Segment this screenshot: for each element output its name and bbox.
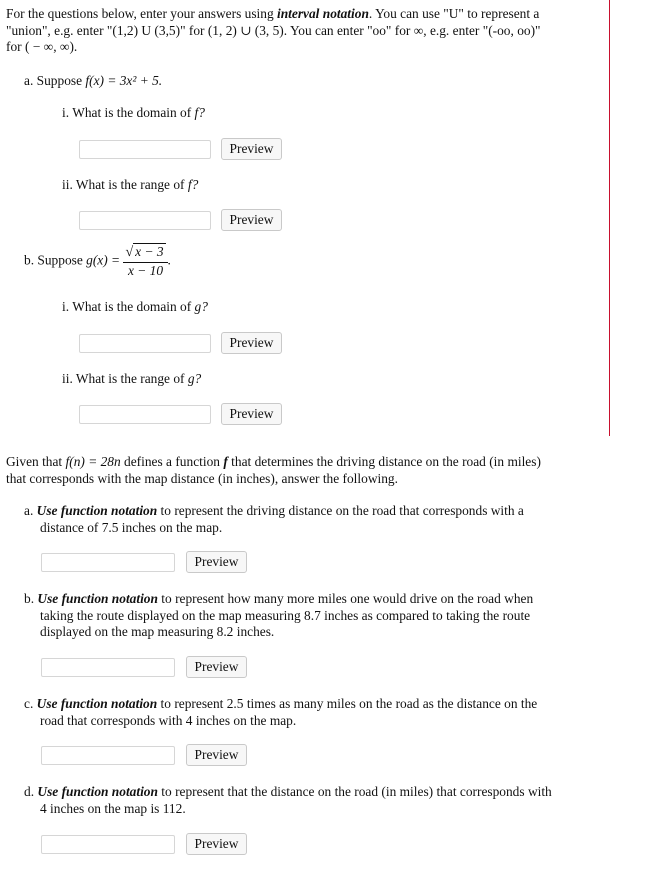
part-a-heading: a. Suppose f(x) = 3x² + 5. — [24, 73, 163, 88]
section2-intro — [6, 454, 642, 487]
question-b-i: i. What is the domain of g? — [62, 299, 208, 314]
intro-line-1: Given that f(n) = 28n defines a function f that determines the driving distance on the road (in miles) — [6, 454, 541, 469]
answer-input-s2-a[interactable] — [41, 553, 175, 572]
answer-input-b-ii[interactable] — [79, 405, 211, 424]
g-fraction: $\frac{√ x - 3}{x - 10}$ — [123, 244, 167, 279]
answer-input-b-i[interactable] — [79, 334, 211, 353]
question-b-ii: ii. What is the range of g? — [62, 371, 202, 386]
preview-button-s2-a[interactable]: Preview — [186, 551, 247, 573]
section2-part-b: b. Use function notation to represent how many more miles one would drive on the road when taking the route displayed on the map measuring 8.7 inches as compared to taking the route displayed on the map measuring 8.2 inches. — [24, 591, 534, 639]
instruction-line-2: "union", e.g. enter "(1,2) U (3,5)" for (1, 2) ∪ (3, 5). You can enter "oo" for ∞, e.g. enter "(-oo, oo)" — [6, 22, 541, 38]
instruction-line-3: for ( − ∞, ∞). — [6, 39, 78, 54]
answer-input-s2-c[interactable] — [41, 746, 175, 765]
preview-button-s2-d[interactable]: Preview — [186, 833, 247, 855]
section-divider-rule — [609, 0, 610, 436]
instructions — [6, 6, 606, 56]
preview-button-s2-c[interactable]: Preview — [186, 744, 247, 766]
answer-input-s2-d[interactable] — [41, 835, 175, 854]
preview-button-b-ii[interactable]: Preview — [221, 403, 282, 425]
question-a-i: i. What is the domain of f? — [62, 105, 205, 120]
preview-button-b-i[interactable]: Preview — [221, 332, 282, 354]
instruction-line-1: For the questions below, enter your answers using interval notation. You can use "U" to represent a — [6, 6, 540, 21]
section2-part-a: a. Use function notation to represent the driving distance on the road that corresponds with a distance of 7.5 inches on the map. — [24, 503, 524, 535]
preview-button-a-ii[interactable]: Preview — [221, 209, 282, 231]
answer-input-a-i[interactable] — [79, 140, 211, 159]
answer-input-a-ii[interactable] — [79, 211, 211, 230]
question-a-ii: ii. What is the range of f? — [62, 177, 199, 192]
part-b-heading: b. Suppose g(x) = $\frac{√ x - 3}{x - 10}$ . — [24, 244, 171, 278]
preview-button-a-i[interactable]: Preview — [221, 138, 282, 160]
intro-line-2: that corresponds with the map distance (in inches), answer the following. — [6, 470, 398, 486]
preview-button-s2-b[interactable]: Preview — [186, 656, 247, 678]
section2-part-c: c. Use function notation to represent 2.5 times as many miles on the road as the distance on the road that corresponds with 4 inches on the map. — [24, 696, 538, 728]
answer-input-s2-b[interactable] — [41, 658, 175, 677]
section2-part-d: d. Use function notation to represent that the distance on the road (in miles) that corresponds with 4 inches on the map is 112. — [24, 784, 552, 816]
